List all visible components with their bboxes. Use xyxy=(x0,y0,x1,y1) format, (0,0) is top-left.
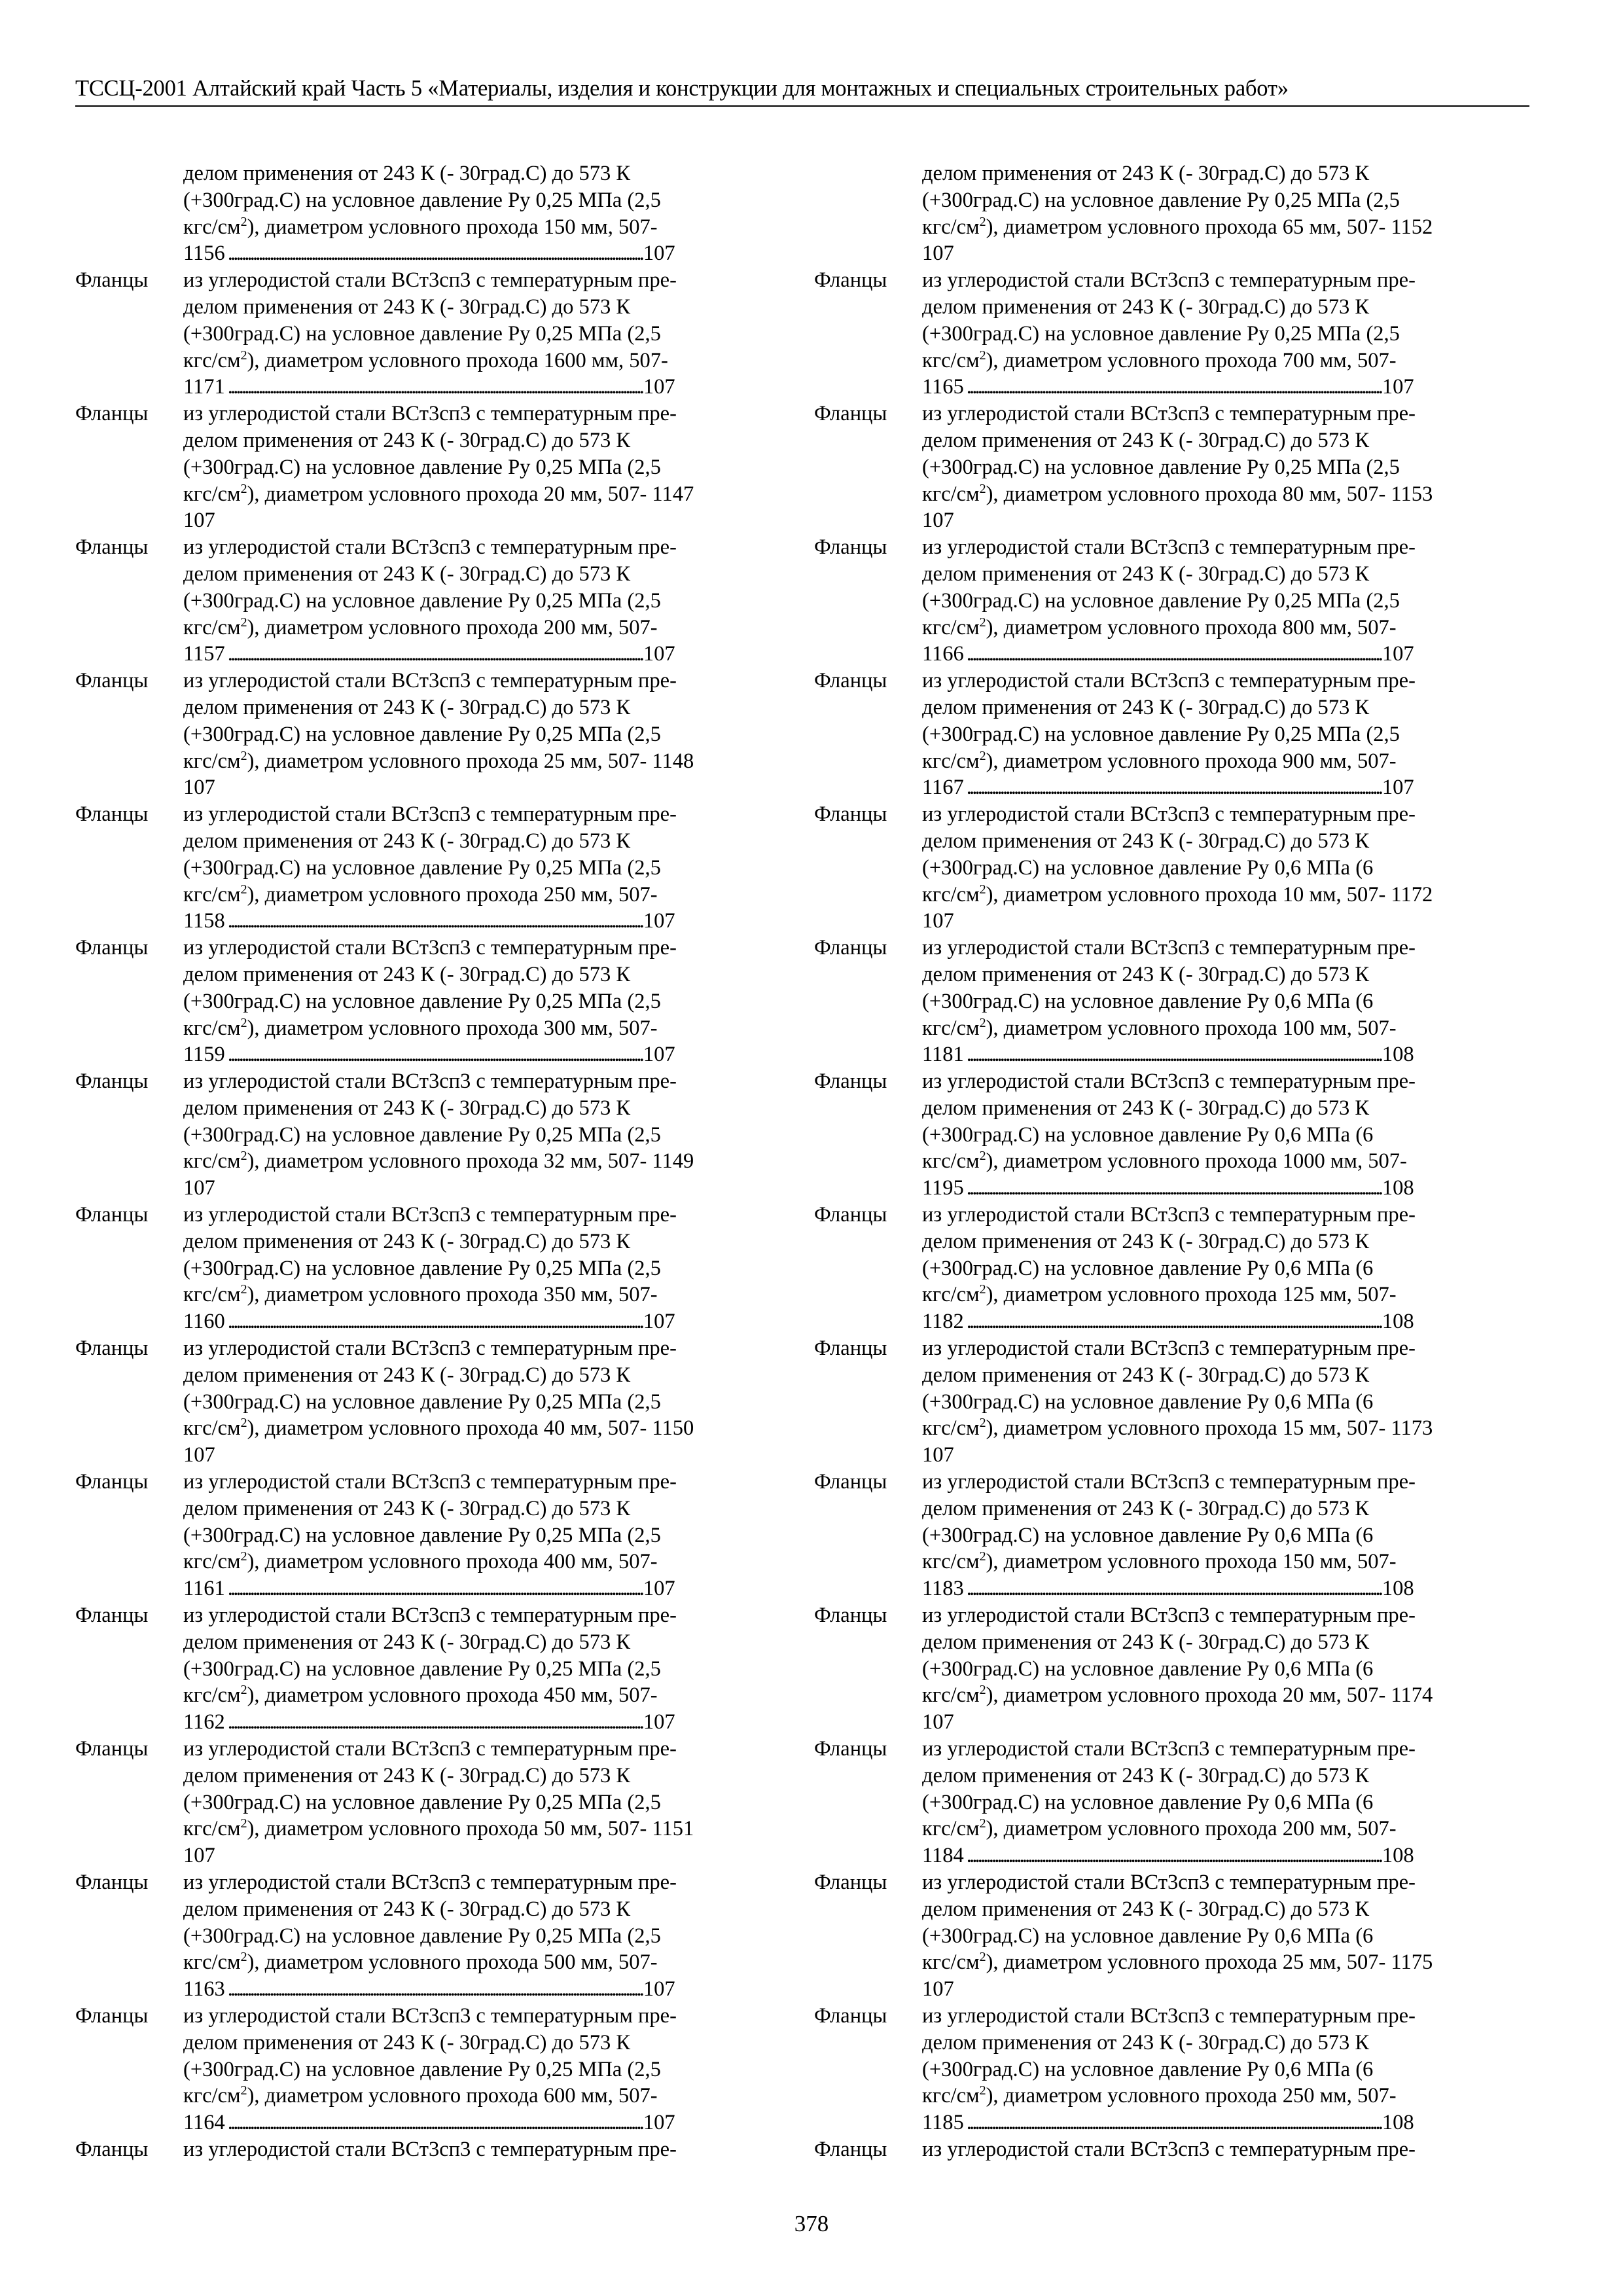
entry-page-ref: 107 xyxy=(183,509,215,533)
entry-page-ref: 107 xyxy=(643,2111,675,2135)
entry-lead-word: Фланцы xyxy=(75,1871,149,1894)
entry-leader-line xyxy=(922,2109,1524,2136)
entry-page-ref: 108 xyxy=(1382,1176,1414,1200)
entry-lead-word: Фланцы xyxy=(814,402,887,426)
dot-leader xyxy=(228,1043,641,1066)
entry-line: кгс/$см^2$), диаметром условного прохода 350 мм, 507- xyxy=(183,1282,658,1307)
entry-line: из углеродистой стали ВСт3сп3 с температурным пре- xyxy=(183,535,677,560)
entry-line: кгс/$см^2$), диаметром условного прохода 32 мм, 507- 1149 xyxy=(183,1149,694,1174)
entry-leader-line xyxy=(922,1842,1524,1869)
entry-code: 1157 xyxy=(183,642,225,666)
entry-line: из углеродистой стали ВСт3сп3 с температурным пре- xyxy=(922,669,1416,693)
entry-line: делом применения от 243 К (- 30град.С) до 573 К xyxy=(922,295,1370,319)
entry-code: 1161 xyxy=(183,1577,225,1601)
entry-line: из углеродистой стали ВСт3сп3 с температурным пре- xyxy=(183,669,677,693)
entry-code: 1158 xyxy=(183,909,225,933)
index-entry xyxy=(814,267,1524,401)
entry-line: (+300град.С) на условное давление Ру 0,25 МПа (2,5 xyxy=(922,722,1400,746)
entry-line: делом применения от 243 К (- 30град.С) до 573 К xyxy=(183,962,631,986)
index-entry xyxy=(814,2003,1524,2136)
entry-line: кгс/$см^2$), диаметром условного прохода 800 мм, 507- xyxy=(922,615,1397,639)
entry-line: кгс/$см^2$), диаметром условного прохода 25 мм, 507- 1175 xyxy=(922,1950,1433,1975)
index-entry xyxy=(814,801,1524,935)
entry-page-ref: 107 xyxy=(922,509,954,533)
running-header: ТССЦ-2001 Алтайский край Часть 5 «Материалы, изделия и конструкции для монтажных и специальных строительных работ» xyxy=(75,76,1289,101)
entry-code: 1156 xyxy=(183,242,225,266)
entry-line: делом применения от 243 К (- 30град.С) до 573 К xyxy=(183,1363,631,1387)
entry-leader-line xyxy=(183,374,785,401)
page-number: 378 xyxy=(794,2211,829,2236)
entry-line: (+300град.С) на условное давление Ру 0,6 МПа (6 xyxy=(922,1390,1374,1414)
entry-line: из углеродистой стали ВСт3сп3 с температурным пре- xyxy=(922,1203,1416,1227)
entry-page-ref: 107 xyxy=(643,909,675,933)
entry-line: из углеродистой стали ВСт3сп3 с температурным пре- xyxy=(922,1336,1416,1361)
entry-lead-word: Фланцы xyxy=(814,1871,887,1894)
entry-lead-word: Фланцы xyxy=(75,402,149,426)
entry-line: делом применения от 243 К (- 30град.С) до 573 К xyxy=(922,695,1370,719)
entry-line: кгс/$см^2$), диаметром условного прохода 80 мм, 507- 1153 xyxy=(922,481,1433,506)
entry-line: кгс/$см^2$), диаметром условного прохода 300 мм, 507- xyxy=(183,1015,658,1040)
index-entry xyxy=(75,1202,785,1335)
dot-leader xyxy=(228,1977,641,2001)
index-entry xyxy=(75,1869,785,2003)
index-entry xyxy=(75,534,785,668)
entry-line: кгс/$см^2$), диаметром условного прохода 200 мм, 507- xyxy=(922,1816,1397,1841)
entry-lead-word: Фланцы xyxy=(75,1604,149,1628)
entry-line: (+300град.С) на условное давление Ру 0,6 МПа (6 xyxy=(922,1523,1374,1547)
entry-line: кгс/$см^2$), диаметром условного прохода 150 мм, 507- xyxy=(183,214,658,239)
entry-code: 1167 xyxy=(922,776,964,800)
entry-lead-word: Фланцы xyxy=(814,669,887,693)
entry-line: кгс/$см^2$), диаметром условного прохода 150 мм, 507- xyxy=(922,1549,1397,1574)
entry-line: из углеродистой стали ВСт3сп3 с температурным пре- xyxy=(922,1069,1416,1094)
index-entry xyxy=(75,1068,785,1202)
index-entry xyxy=(75,160,785,267)
entry-line: кгс/$см^2$), диаметром условного прохода 600 мм, 507- xyxy=(183,2083,658,2108)
index-entry xyxy=(814,1202,1524,1335)
entry-lead-word: Фланцы xyxy=(75,2137,149,2161)
dot-leader xyxy=(967,1577,1380,1600)
entry-page-ref: 107 xyxy=(643,242,675,266)
entry-line: из углеродистой стали ВСт3сп3 с температурным пре- xyxy=(922,268,1416,293)
entry-line: (+300град.С) на условное давление Ру 0,25 МПа (2,5 xyxy=(183,321,661,346)
entry-line: кгс/$см^2$), диаметром условного прохода 40 мм, 507- 1150 xyxy=(183,1416,694,1441)
index-column-right xyxy=(814,160,1524,2163)
entry-line: (+300град.С) на условное давление Ру 0,25 МПа (2,5 xyxy=(183,1924,661,1948)
entry-page-ref: 107 xyxy=(643,375,675,399)
entry-leader-line xyxy=(922,1041,1524,1068)
entry-line: делом применения от 243 К (- 30град.С) до 573 К xyxy=(183,428,631,452)
entry-leader-line xyxy=(183,1575,785,1602)
index-entry xyxy=(814,1068,1524,1202)
entry-line: из углеродистой стали ВСт3сп3 с температурным пре- xyxy=(922,936,1416,960)
entry-line: из углеродистой стали ВСт3сп3 с температурным пре- xyxy=(183,1470,677,1494)
entry-page-ref: 107 xyxy=(183,1176,215,1200)
entry-line: кгс/$см^2$), диаметром условного прохода 50 мм, 507- 1151 xyxy=(183,1816,694,1841)
index-entry xyxy=(814,1736,1524,1869)
entry-line: делом применения от 243 К (- 30град.С) до 573 К xyxy=(183,1897,631,1921)
entry-line: делом применения от 243 К (- 30град.С) до 573 К xyxy=(922,2030,1370,2054)
entry-code: 1184 xyxy=(922,1844,964,1868)
entry-line: кгс/$см^2$), диаметром условного прохода 700 мм, 507- xyxy=(922,348,1397,372)
entry-page-ref: 107 xyxy=(643,1043,675,1067)
entry-leader-line xyxy=(922,641,1524,668)
entry-line: из углеродистой стали ВСт3сп3 с температурным пре- xyxy=(183,1069,677,1094)
entry-line: (+300град.С) на условное давление Ру 0,25 МПа (2,5 xyxy=(183,855,661,880)
dot-leader xyxy=(967,776,1380,799)
entry-lead-word: Фланцы xyxy=(75,1069,149,1094)
dot-leader xyxy=(228,242,641,265)
entry-lead-word: Фланцы xyxy=(75,1470,149,1494)
entry-line: из углеродистой стали ВСт3сп3 с температурным пре- xyxy=(183,1203,677,1227)
entry-line: кгс/$см^2$), диаметром условного прохода 500 мм, 507- xyxy=(183,1950,658,1975)
entry-line: (+300град.С) на условное давление Ру 0,6 МПа (6 xyxy=(922,855,1374,880)
index-entry-continued xyxy=(75,2136,785,2163)
entry-line: (+300град.С) на условное давление Ру 0,25 МПа (2,5 xyxy=(183,1122,661,1147)
entry-page-ref: 108 xyxy=(1382,2111,1414,2135)
entry-leader-line xyxy=(183,1308,785,1335)
dot-leader xyxy=(228,1310,641,1333)
entry-line: (+300град.С) на условное давление Ру 0,25 МПа (2,5 xyxy=(183,1390,661,1414)
entry-code: 1183 xyxy=(922,1577,964,1601)
entry-line: делом применения от 243 К (- 30град.С) до 573 К xyxy=(183,562,631,586)
entry-page-ref: 107 xyxy=(643,642,675,666)
entry-code: 1162 xyxy=(183,1710,225,1734)
entry-code: 1171 xyxy=(183,375,225,399)
entry-line: (+300град.С) на условное давление Ру 0,25 МПа (2,5 xyxy=(922,455,1400,479)
entry-line: делом применения от 243 К (- 30град.С) до 573 К xyxy=(183,695,631,719)
entry-page-ref: 107 xyxy=(1382,375,1414,399)
index-entry xyxy=(814,401,1524,534)
entry-line: из углеродистой стали ВСт3сп3 с температурным пре- xyxy=(183,268,677,293)
entry-line: делом применения от 243 К (- 30град.С) до 573 К xyxy=(922,162,1370,185)
entry-line: делом применения от 243 К (- 30град.С) до 573 К xyxy=(183,295,631,319)
dot-leader xyxy=(967,1310,1380,1333)
entry-leader-line xyxy=(183,641,785,668)
entry-lead-word: Фланцы xyxy=(814,1069,887,1094)
dot-leader xyxy=(967,1844,1380,1867)
entry-line: из углеродистой стали ВСт3сп3 с температурным пре- xyxy=(183,1871,677,1894)
index-entry xyxy=(75,1602,785,1736)
entry-lead-word: Фланцы xyxy=(75,2003,149,2028)
entry-leader-line xyxy=(922,1308,1524,1335)
entry-line: делом применения от 243 К (- 30град.С) до 573 К xyxy=(922,1763,1370,1787)
entry-lead-word: Фланцы xyxy=(75,802,149,827)
entry-lead-word: Фланцы xyxy=(814,1604,887,1628)
entry-line: кгс/$см^2$), диаметром условного прохода 450 мм, 507- xyxy=(183,1683,658,1708)
entry-page-ref: 107 xyxy=(643,1310,675,1334)
entry-line: (+300град.С) на условное давление Ру 0,25 МПа (2,5 xyxy=(922,188,1400,212)
entry-line: делом применения от 243 К (- 30град.С) до 573 К xyxy=(922,428,1370,452)
header-rule xyxy=(75,105,1529,107)
entry-page-ref: 107 xyxy=(643,1577,675,1601)
entry-leader-line xyxy=(183,1709,785,1736)
entry-line: из углеродистой стали ВСт3сп3 с температурным пре- xyxy=(922,1737,1416,1761)
index-entry xyxy=(75,267,785,401)
dot-leader xyxy=(228,2111,641,2134)
entry-line: (+300град.С) на условное давление Ру 0,25 МПа (2,5 xyxy=(183,188,661,212)
dot-leader xyxy=(967,1043,1380,1066)
entry-line: из углеродистой стали ВСт3сп3 с температурным пре- xyxy=(922,1470,1416,1494)
entry-line: делом применения от 243 К (- 30град.С) до 573 К xyxy=(922,829,1370,853)
entry-page-ref: 107 xyxy=(1382,642,1414,666)
entry-line: делом применения от 243 К (- 30град.С) до 573 К xyxy=(183,1096,631,1120)
entry-page-ref: 107 xyxy=(922,242,954,266)
entry-line: (+300град.С) на условное давление Ру 0,25 МПа (2,5 xyxy=(183,722,661,746)
entry-lead-word: Фланцы xyxy=(75,535,149,560)
entry-line: делом применения от 243 К (- 30град.С) до 573 К xyxy=(922,962,1370,986)
index-entry xyxy=(814,160,1524,267)
dot-leader xyxy=(967,2111,1380,2134)
entry-line: кгс/$см^2$), диаметром условного прохода 250 мм, 507- xyxy=(183,882,658,906)
entry-line: (+300град.С) на условное давление Ру 0,25 МПа (2,5 xyxy=(183,455,661,479)
index-entry xyxy=(75,1736,785,1869)
entry-line: делом применения от 243 К (- 30град.С) до 573 К xyxy=(922,1496,1370,1520)
entry-leader-line xyxy=(183,1976,785,2003)
entry-lead-word: Фланцы xyxy=(75,1737,149,1761)
entry-lead-word: Фланцы xyxy=(814,2137,887,2161)
entry-code: 1166 xyxy=(922,642,964,666)
entry-code: 1163 xyxy=(183,1977,225,2001)
entry-line: (+300град.С) на условное давление Ру 0,6 МПа (6 xyxy=(922,989,1374,1013)
entry-leader-line xyxy=(922,1175,1524,1202)
entry-line: кгс/$см^2$), диаметром условного прохода 200 мм, 507- xyxy=(183,615,658,639)
dot-leader xyxy=(967,1176,1380,1200)
entry-page-ref: 107 xyxy=(183,1443,215,1467)
entry-lead-word: Фланцы xyxy=(814,1737,887,1761)
entry-lead-word: Фланцы xyxy=(814,802,887,827)
index-entry xyxy=(75,2003,785,2136)
entry-line: делом применения от 243 К (- 30град.С) до 573 К xyxy=(922,1096,1370,1120)
entry-leader-line xyxy=(183,2109,785,2136)
entry-lead-word: Фланцы xyxy=(814,1470,887,1494)
entry-page-ref: 108 xyxy=(1382,1310,1414,1334)
entry-page-ref: 107 xyxy=(922,1443,954,1467)
entry-code: 1195 xyxy=(922,1176,964,1200)
entry-line: из углеродистой стали ВСт3сп3 с температурным пре- xyxy=(183,802,677,827)
index-entry xyxy=(814,935,1524,1068)
entry-line: кгс/$см^2$), диаметром условного прохода 1600 мм, 507- xyxy=(183,348,668,372)
entry-line: из углеродистой стали ВСт3сп3 с температурным пре- xyxy=(183,402,677,426)
entry-page-ref: 108 xyxy=(1382,1043,1414,1067)
entry-line: из углеродистой стали ВСт3сп3 с температурным пре- xyxy=(183,2137,677,2161)
index-entry xyxy=(814,534,1524,668)
entry-line: кгс/$см^2$), диаметром условного прохода 15 мм, 507- 1173 xyxy=(922,1416,1433,1441)
entry-line: делом применения от 243 К (- 30град.С) до 573 К xyxy=(922,562,1370,586)
entry-line: кгс/$см^2$), диаметром условного прохода 65 мм, 507- 1152 xyxy=(922,214,1433,239)
entry-line: из углеродистой стали ВСт3сп3 с температурным пре- xyxy=(922,802,1416,827)
entry-line: кгс/$см^2$), диаметром условного прохода 10 мм, 507- 1172 xyxy=(922,882,1433,906)
entry-page-ref: 107 xyxy=(183,776,215,800)
entry-line: кгс/$см^2$), диаметром условного прохода 900 мм, 507- xyxy=(922,748,1397,773)
entry-lead-word: Фланцы xyxy=(814,1203,887,1227)
entry-page-ref: 107 xyxy=(1382,776,1414,800)
entry-line: (+300град.С) на условное давление Ру 0,6 МПа (6 xyxy=(922,1790,1374,1814)
entry-line: кгс/$см^2$), диаметром условного прохода 20 мм, 507- 1147 xyxy=(183,481,694,506)
entry-line: делом применения от 243 К (- 30град.С) до 573 К xyxy=(183,1630,631,1654)
entry-line: (+300град.С) на условное давление Ру 0,25 МПа (2,5 xyxy=(183,588,661,613)
dot-leader xyxy=(967,642,1380,666)
entry-line: (+300град.С) на условное давление Ру 0,25 МПа (2,5 xyxy=(183,989,661,1013)
entry-code: 1165 xyxy=(922,375,964,399)
entry-line: кгс/$см^2$), диаметром условного прохода 20 мм, 507- 1174 xyxy=(922,1683,1433,1708)
entry-line: делом применения от 243 К (- 30град.С) до 573 К xyxy=(183,2030,631,2054)
entry-page-ref: 107 xyxy=(922,909,954,933)
entry-lead-word: Фланцы xyxy=(814,535,887,560)
entry-line: делом применения от 243 К (- 30град.С) до 573 К xyxy=(183,1496,631,1520)
entry-code: 1159 xyxy=(183,1043,225,1067)
index-entry xyxy=(75,935,785,1068)
entry-line: из углеродистой стали ВСт3сп3 с температурным пре- xyxy=(922,535,1416,560)
entry-line: из углеродистой стали ВСт3сп3 с температурным пре- xyxy=(183,1737,677,1761)
entry-leader-line xyxy=(922,1575,1524,1602)
entry-code: 1182 xyxy=(922,1310,964,1334)
entry-page-ref: 107 xyxy=(643,1710,675,1734)
entry-line: делом применения от 243 К (- 30град.С) до 573 К xyxy=(922,1363,1370,1387)
entry-leader-line xyxy=(922,374,1524,401)
dot-leader xyxy=(228,909,641,933)
entry-code: 1185 xyxy=(922,2111,964,2135)
entry-line: делом применения от 243 К (- 30град.С) до 573 К xyxy=(922,1229,1370,1253)
entry-line: (+300град.С) на условное давление Ру 0,25 МПа (2,5 xyxy=(922,588,1400,613)
entry-page-ref: 107 xyxy=(643,1977,675,2001)
entry-code: 1160 xyxy=(183,1310,225,1334)
entry-line: из углеродистой стали ВСт3сп3 с температурным пре- xyxy=(183,936,677,960)
entry-line: (+300град.С) на условное давление Ру 0,25 МПа (2,5 xyxy=(183,2057,661,2081)
entry-line: (+300град.С) на условное давление Ру 0,25 МПа (2,5 xyxy=(183,1657,661,1681)
entry-lead-word: Фланцы xyxy=(75,936,149,960)
index-entry xyxy=(814,1469,1524,1602)
index-entry xyxy=(75,668,785,801)
entry-lead-word: Фланцы xyxy=(75,669,149,693)
entry-line: кгс/$см^2$), диаметром условного прохода 25 мм, 507- 1148 xyxy=(183,748,694,773)
entry-line: из углеродистой стали ВСт3сп3 с температурным пре- xyxy=(183,1336,677,1361)
entry-line: (+300град.С) на условное давление Ру 0,25 МПа (2,5 xyxy=(922,321,1400,346)
entry-line: (+300град.С) на условное давление Ру 0,6 МПа (6 xyxy=(922,2057,1374,2081)
entry-page-ref: 108 xyxy=(1382,1844,1414,1868)
index-entry xyxy=(75,1335,785,1469)
entry-leader-line xyxy=(183,240,785,267)
index-entry xyxy=(75,801,785,935)
entry-line: (+300град.С) на условное давление Ру 0,25 МПа (2,5 xyxy=(183,1523,661,1547)
entry-leader-line xyxy=(183,1041,785,1068)
entry-line: из углеродистой стали ВСт3сп3 с температурным пре- xyxy=(922,402,1416,426)
entry-line: (+300град.С) на условное давление Ру 0,25 МПа (2,5 xyxy=(183,1256,661,1280)
entry-leader-line xyxy=(183,908,785,935)
dot-leader xyxy=(967,375,1380,399)
entry-line: из углеродистой стали ВСт3сп3 с температурным пре- xyxy=(922,1871,1416,1894)
entry-page-ref: 107 xyxy=(922,1710,954,1734)
entry-line: (+300град.С) на условное давление Ру 0,6 МПа (6 xyxy=(922,1924,1374,1948)
entry-line: делом применения от 243 К (- 30град.С) до 573 К xyxy=(922,1897,1370,1921)
entry-line: делом применения от 243 К (- 30град.С) до 573 К xyxy=(183,1763,631,1787)
entry-line: из углеродистой стали ВСт3сп3 с температурным пре- xyxy=(922,1604,1416,1628)
index-entry xyxy=(814,1335,1524,1469)
entry-lead-word: Фланцы xyxy=(814,268,887,293)
entry-line: кгс/$см^2$), диаметром условного прохода 250 мм, 507- xyxy=(922,2083,1397,2108)
entry-line: делом применения от 243 К (- 30град.С) до 573 К xyxy=(922,1630,1370,1654)
entry-page-ref: 108 xyxy=(1382,1577,1414,1601)
dot-leader xyxy=(228,1710,641,1734)
index-column-left xyxy=(75,160,785,2163)
entry-lead-word: Фланцы xyxy=(814,2003,887,2028)
entry-leader-line xyxy=(922,774,1524,801)
entry-lead-word: Фланцы xyxy=(814,936,887,960)
index-entry xyxy=(75,1469,785,1602)
entry-code: 1164 xyxy=(183,2111,225,2135)
entry-code: 1181 xyxy=(922,1043,964,1067)
entry-line: кгс/$см^2$), диаметром условного прохода 1000 мм, 507- xyxy=(922,1149,1407,1174)
index-entry-continued xyxy=(814,2136,1524,2163)
index-entry xyxy=(814,1602,1524,1736)
entry-lead-word: Фланцы xyxy=(814,1336,887,1361)
index-entry xyxy=(814,1869,1524,2003)
index-entry xyxy=(814,668,1524,801)
entry-line: (+300град.С) на условное давление Ру 0,6 МПа (6 xyxy=(922,1122,1374,1147)
entry-line: из углеродистой стали ВСт3сп3 с температурным пре- xyxy=(183,2003,677,2028)
entry-line: из углеродистой стали ВСт3сп3 с температурным пре- xyxy=(183,1604,677,1628)
index-entry xyxy=(75,401,785,534)
entry-line: (+300град.С) на условное давление Ру 0,25 МПа (2,5 xyxy=(183,1790,661,1814)
entry-line: из углеродистой стали ВСт3сп3 с температурным пре- xyxy=(922,2137,1416,2161)
entry-line: делом применения от 243 К (- 30град.С) до 573 К xyxy=(183,162,631,185)
dot-leader xyxy=(228,642,641,666)
entry-line: кгс/$см^2$), диаметром условного прохода 400 мм, 507- xyxy=(183,1549,658,1574)
entry-page-ref: 107 xyxy=(183,1844,215,1868)
entry-lead-word: Фланцы xyxy=(75,1336,149,1361)
entry-line: из углеродистой стали ВСт3сп3 с температурным пре- xyxy=(922,2003,1416,2028)
entry-lead-word: Фланцы xyxy=(75,268,149,293)
entry-line: (+300град.С) на условное давление Ру 0,6 МПа (6 xyxy=(922,1256,1374,1280)
entry-line: кгс/$см^2$), диаметром условного прохода 125 мм, 507- xyxy=(922,1282,1397,1307)
entry-line: кгс/$см^2$), диаметром условного прохода 100 мм, 507- xyxy=(922,1015,1397,1040)
entry-line: делом применения от 243 К (- 30град.С) до 573 К xyxy=(183,1229,631,1253)
entry-lead-word: Фланцы xyxy=(75,1203,149,1227)
entry-line: делом применения от 243 К (- 30град.С) до 573 К xyxy=(183,829,631,853)
entry-page-ref: 107 xyxy=(922,1977,954,2001)
entry-line: (+300град.С) на условное давление Ру 0,6 МПа (6 xyxy=(922,1657,1374,1681)
dot-leader xyxy=(228,1577,641,1600)
dot-leader xyxy=(228,375,641,399)
